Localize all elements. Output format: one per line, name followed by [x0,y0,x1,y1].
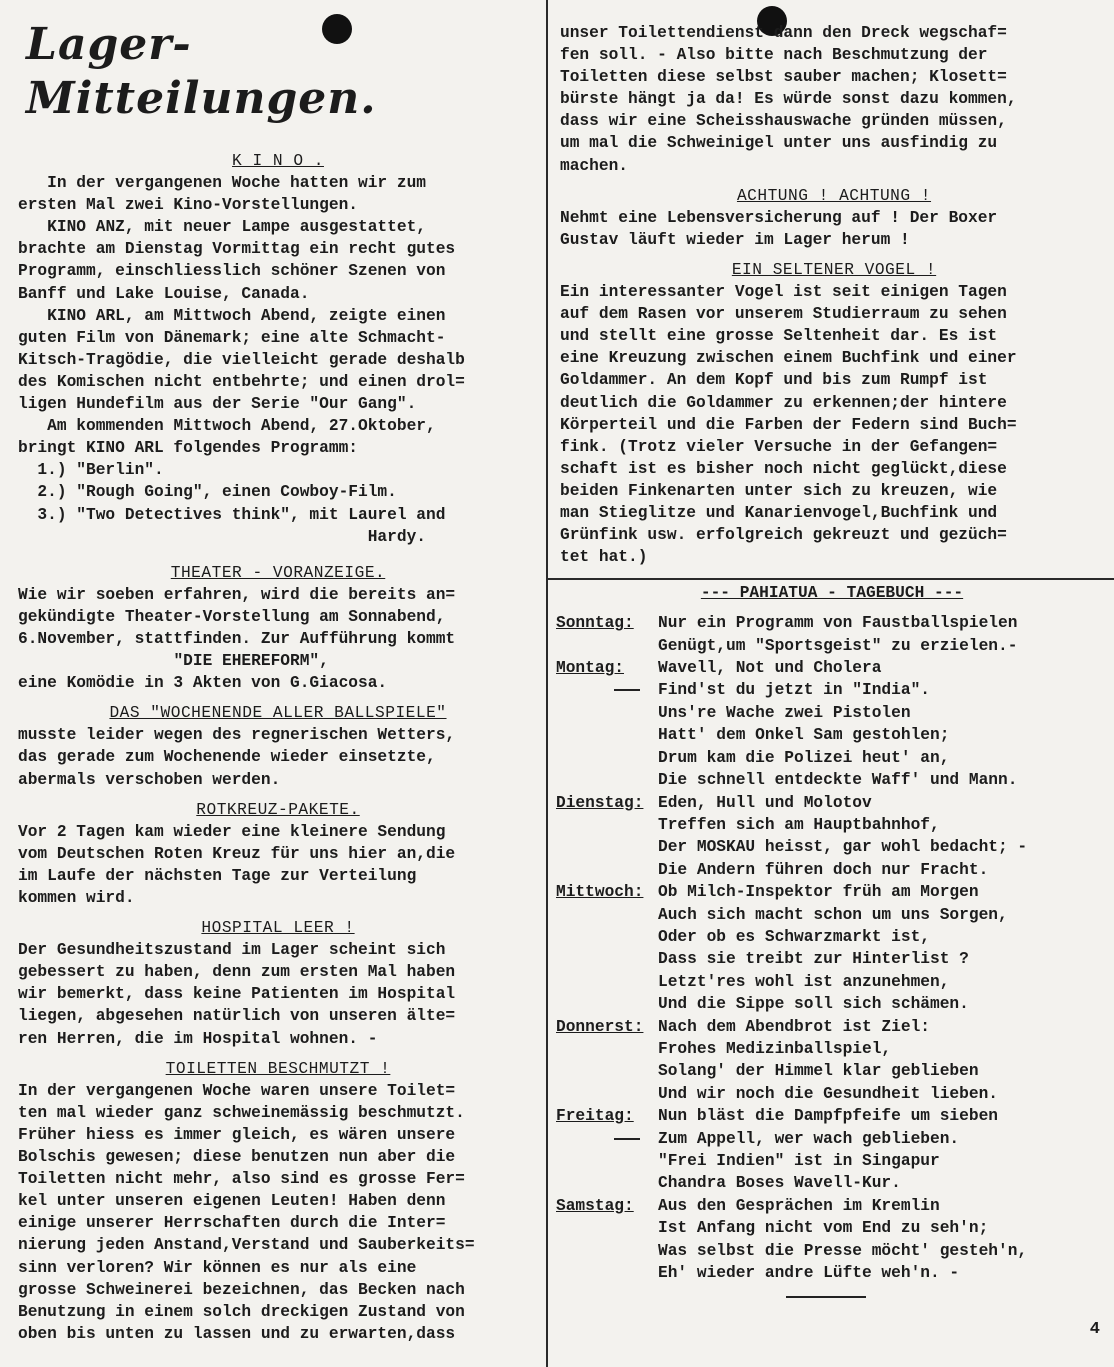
section-text: musste leider wegen des regnerischen Wetters, das gerade zum Wochenende wieder einsetzte, abermals verschoben werden. [18,726,456,789]
left-column [18,0,538,1353]
section-text: Wie wir soeben erfahren, wird die bereits an= gekündigte Theater-Vorstellung am Sonnabend, 6.November, stattfinden. Zur Aufführung kommt "DIE EHEREFORM", eine Komödie in 3 Akten von G.Giacosa. [18,585,456,693]
section-theater [18,562,538,695]
section-kino [18,150,538,548]
diary-verse: Wavell, Not und Cholera Find'st du jetzt in "India". Uns're Wache zwei Pistolen Hatt' dem Onkel Sam gestohlen; Drum kam die Polizei heut' an, Die schnell entdeckte Waff' und Mann. [658,659,1018,790]
separator-dash [614,679,640,691]
section-text: Ein interessanter Vogel ist seit einigen Tagen auf dem Rasen vor unserem Studierraum zu sehen und stellt eine grosse Seltenheit dar. Es ist eine Kreuzung zwischen einem Buchfink und einer Goldammer. An dem Kopf und bis zum Rumpf ist deutlich die Goldammer zu erkennen;der hintere Körperteil und die Farben der Federn sind Buch= fink. (Trotz vieler Versuche in der Gefangen= schaft ist es bisher noch nicht geglückt,diese beiden Finkenarten unter sich zu kreuzen, wie man Stieglitze und Kanarienvogel,Buchfink und Grünfink usw. erfolgreich gekreuzt und gezüch= tet hat.) [560,283,1017,567]
diary-day: Mittwoch: [556,883,644,902]
section-text: unser Toilettendienst dann den Dreck wegschaf= fen soll. - Also bitte nach Beschmutzung der Toiletten diese selbst sauber machen; Klosett= bürste hängt ja da! Es würde sonst dazu kommen, dass wir eine Scheisshauswache gründen müssen, um mal die Schweinigel unter uns ausfindig zu machen. [560,24,1017,175]
section-vogel [560,259,1108,568]
section-diary [556,582,1108,1298]
diary-entry [556,1016,1027,1106]
diary-day: Samstag: [556,1196,634,1215]
diary-entry [556,881,1027,1015]
section-heading: ROTKREUZ-PAKETE. [196,800,360,819]
diary-verse: Nur ein Programm von Faustballspielen Genügt,um "Sportsgeist" zu erzielen.- [658,614,1018,655]
section-toiletten [18,1058,538,1345]
end-rule [786,1294,866,1298]
section-heading: TOILETTEN BESCHMUTZT ! [165,1059,391,1078]
diary-day: Freitag: [556,1107,634,1126]
section-heading: THEATER - VORANZEIGE. [170,563,386,582]
page-number: 4 [1089,1319,1100,1339]
diary-verse: Ob Milch-Inspektor früh am Morgen Auch sich macht schon um uns Sorgen, Oder ob es Schwarzmarkt ist, Dass sie treibt zur Hinterlist ? Letzt'res wohl ist anzunehmen, Und die Sippe soll sich schämen. [658,883,1008,1014]
diary-table [556,612,1027,1284]
diary-verse: Eden, Hull und Molotov Treffen sich am Hauptbahnhof, Der MOSKAU heisst, gar wohl bedacht; - Die Andern führen doch nur Fracht. [658,793,1028,879]
diary-day: Donnerst: [556,1017,644,1036]
column-divider [546,0,548,1367]
diary-day: Dienstag: [556,793,644,812]
diary-verse: Aus den Gesprächen im Kremlin Ist Anfang nicht vom End zu seh'n; Was selbst die Presse möcht' gesteh'n, Eh' wieder andre Lüfte weh'n. - [658,1196,1028,1283]
section-text: In der vergangenen Woche hatten wir zum ersten Mal zwei Kino-Vorstellungen. KINO ANZ, mit neuer Lampe ausgestattet, brachte am Dienstag Vormittag ein recht gutes Programm, einschliesslich schöner Szenen von Banff und Lake Louise, Canada. KINO ARL, am Mittwoch Abend, zeigte einen guten Film von Dänemark; eine alte Schmacht- Kitsch-Tragödie, die vielleicht gerade deshalb des Komischen nicht entbehrte; und einen drol= ligen Hundefilm aus der Serie "Our Gang". Am kommenden Mittwoch Abend, 27.Oktober, bringt KINO ARL folgendes Programm: [18,174,465,458]
diary-day: Montag: [556,659,624,678]
section-text: Vor 2 Tagen kam wieder eine kleinere Sendung vom Deutschen Roten Kreuz für uns hier an,die im Laufe der nächsten Tage zur Verteilung kommen wird. [18,822,456,907]
section-achtung [560,185,1108,251]
section-text: Nehmt eine Lebensversicherung auf ! Der Boxer Gustav läuft wieder im Lager herum ! [560,208,998,249]
section-ballspiele [18,702,538,790]
section-rotkreuz [18,799,538,909]
section-heading: ACHTUNG ! ACHTUNG ! [736,186,932,205]
section-text: In der vergangenen Woche waren unsere Toilet= ten mal wieder ganz schweinemässig beschmutzt. Früher hiess es immer gleich, es wären unsere Bolschis gewesen; diese benutzen nun aber die Toiletten nicht mehr, also sind es grosse Fer= kel unter unseren eigenen Leuten! Haben denn einige unserer Herrschaften durch die Inter= nierung jeden Anstand,Verstand und Sauberkeits= sinn verloren? Wir können es nur als eine grosse Schweinerei bezeichnen, das Becken nach Benutzung in einem solch dreckigen Zustand von oben bis unten zu lassen und zu erwarten,dass [18,1081,475,1343]
program-list: 1.) "Berlin". 2.) "Rough Going", einen Cowboy-Film. 3.) "Two Detectives think", mit Laurel and Hardy. [37,461,446,546]
section-heading: EIN SELTENER VOGEL ! [731,260,937,279]
diary-entry [556,1105,1027,1195]
right-column [556,22,1108,1298]
section-text: Der Gesundheitszustand im Lager scheint sich gebessert zu haben, denn zum ersten Mal haben wir bemerkt, dass keine Patienten im Hospital liegen, abgesehen natürlich von unseren älte= ren Herren, die im Hospital wohnen. - [18,941,456,1048]
diary-day: Sonntag: [556,614,634,633]
section-hospital [18,917,538,1050]
diary-entry [556,792,1027,882]
section-heading: HOSPITAL LEER ! [201,919,355,938]
diary-entry [556,1195,1027,1285]
separator-dash [614,1128,640,1140]
diary-heading: --- PAHIATUA - TAGEBUCH --- [700,584,964,603]
diary-entry [556,612,1027,657]
section-heading: DAS "WOCHENENDE ALLER BALLSPIELE" [109,704,447,723]
diary-verse: Nun bläst die Dampfpfeife um sieben Zum Appell, wer wach geblieben. "Frei Indien" ist in Singapur Chandra Boses Wavell-Kur. [658,1107,998,1193]
diary-verse: Nach dem Abendbrot ist Ziel: Frohes Medizinballspiel, Solang' der Himmel klar geblieben Und wir noch die Gesundheit lieben. [658,1017,998,1103]
diary-entry [556,657,1027,791]
section-heading: K I N O . [232,152,324,170]
page-title: Lager-Mitteilungen. [26,19,377,124]
